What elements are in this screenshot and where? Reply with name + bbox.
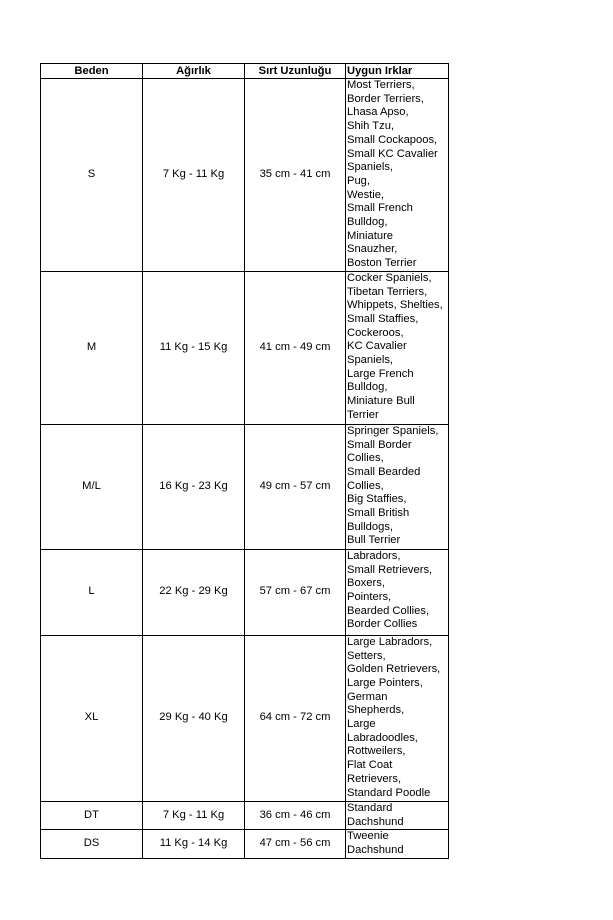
breeds-cell: [346, 424, 449, 549]
dog-size-table: [40, 63, 449, 859]
breed-line: Most Terriers,: [347, 79, 415, 91]
back-length-cell: 57 cm - 67 cm: [245, 549, 346, 635]
back-length-cell: 64 cm - 72 cm: [245, 635, 346, 801]
breed-line: Small Border: [347, 438, 412, 451]
breed-line: Shih Tzu,: [347, 120, 395, 133]
breed-line: Retrievers,: [347, 772, 402, 785]
breed-line: Small Staffies,: [347, 312, 419, 325]
breed-line: Labradors,: [347, 549, 401, 562]
breed-line: Westie,: [347, 188, 385, 201]
breed-line: Dachshund: [347, 815, 404, 828]
breed-line: Rottweilers,: [347, 745, 406, 758]
header-breeds: Uygun Irklar: [346, 64, 449, 79]
weight-cell: 29 Kg - 40 Kg: [143, 635, 245, 801]
breed-line: Flat Coat: [347, 759, 393, 772]
breeds-cell: [346, 635, 449, 801]
breed-line: Pug,: [347, 174, 371, 187]
breed-line: Golden Retrievers,: [347, 663, 441, 676]
breed-line: Bull Terrier: [347, 534, 401, 547]
breed-line: Big Staffies,: [347, 493, 407, 506]
table-row: [41, 271, 449, 424]
weight-cell: 22 Kg - 29 Kg: [143, 549, 245, 635]
breed-line: Collies,: [347, 452, 384, 465]
breed-line: Dachshund: [347, 843, 404, 856]
back-length-cell: 49 cm - 57 cm: [245, 424, 346, 549]
size-cell: XL: [41, 635, 143, 801]
breed-line: Springer Spaniels,: [347, 424, 439, 437]
breed-line: Boston Terrier: [347, 257, 417, 270]
weight-cell: 7 Kg - 11 Kg: [143, 79, 245, 272]
breed-line: Bulldog,: [347, 381, 388, 394]
breeds-cell: [346, 79, 449, 272]
breed-line: Spaniels,: [347, 161, 394, 174]
size-cell: DS: [41, 830, 143, 858]
header-back-length: Sırt Uzunluğu: [245, 64, 346, 79]
back-length-cell: 36 cm - 46 cm: [245, 801, 346, 829]
table-row: [41, 424, 449, 549]
table-header-row: [41, 64, 449, 79]
size-cell: DT: [41, 801, 143, 829]
size-cell: M: [41, 271, 143, 424]
breeds-cell: [346, 549, 449, 635]
breed-line: Small KC Cavalier: [347, 147, 438, 160]
breed-line: Border Terriers,: [347, 92, 424, 105]
table-row: [41, 830, 449, 858]
breed-line: KC Cavalier: [347, 340, 407, 353]
breed-line: Standard: [347, 801, 393, 814]
table-row: [41, 79, 449, 272]
breed-line: Labradoodles,: [347, 731, 418, 744]
table-row: [41, 549, 449, 635]
breed-line: Snauzher,: [347, 243, 398, 256]
header-weight: Ağırlık: [143, 64, 245, 79]
breed-line: Small Retrievers,: [347, 563, 433, 576]
breeds-cell: [346, 830, 449, 858]
breed-line: Bulldog,: [347, 216, 388, 229]
breed-line: Tweenie: [347, 830, 389, 843]
header-size: Beden: [41, 64, 143, 79]
breed-line: Large French: [347, 367, 414, 380]
breed-line: Bearded Collies,: [347, 604, 430, 617]
breed-line: Shepherds,: [347, 704, 405, 717]
breed-line: Lhasa Apso,: [347, 106, 409, 119]
back-length-cell: 41 cm - 49 cm: [245, 271, 346, 424]
breeds-cell: [346, 271, 449, 424]
breed-line: Miniature Bull: [347, 395, 415, 408]
breed-line: Small British: [347, 507, 410, 520]
breed-line: Border Collies: [347, 618, 418, 631]
breed-line: Setters,: [347, 649, 386, 662]
breed-line: Bulldogs,: [347, 520, 394, 533]
breed-line: Small Bearded: [347, 465, 421, 478]
breed-line: Large: [347, 718, 376, 731]
size-cell: M/L: [41, 424, 143, 549]
breeds-cell: [346, 801, 449, 829]
breed-line: Terrier: [347, 408, 379, 421]
breed-line: Whippets, Shelties,: [347, 299, 443, 312]
breed-line: Cockeroos,: [347, 326, 404, 339]
breed-line: Collies,: [347, 479, 384, 492]
breed-line: Small French: [347, 202, 413, 215]
weight-cell: 11 Kg - 14 Kg: [143, 830, 245, 858]
breed-line: Boxers,: [347, 577, 385, 590]
breed-line: German: [347, 690, 388, 703]
breed-line: Large Labradors,: [347, 635, 433, 648]
back-length-cell: 35 cm - 41 cm: [245, 79, 346, 272]
table-row: [41, 801, 449, 829]
breed-line: Small Cockapoos,: [347, 133, 438, 146]
weight-cell: 16 Kg - 23 Kg: [143, 424, 245, 549]
breed-line: Cocker Spaniels,: [347, 271, 432, 284]
size-cell: S: [41, 79, 143, 272]
breed-line: Pointers,: [347, 590, 392, 603]
size-cell: L: [41, 549, 143, 635]
breed-line: Large Pointers,: [347, 676, 423, 689]
back-length-cell: 47 cm - 56 cm: [245, 830, 346, 858]
weight-cell: 11 Kg - 15 Kg: [143, 271, 245, 424]
table-row: [41, 635, 449, 801]
breed-line: Spaniels,: [347, 354, 394, 367]
breed-line: Miniature: [347, 229, 394, 242]
weight-cell: 7 Kg - 11 Kg: [143, 801, 245, 829]
breed-line: Standard Poodle: [347, 786, 431, 799]
breed-line: Tibetan Terriers,: [347, 285, 428, 298]
